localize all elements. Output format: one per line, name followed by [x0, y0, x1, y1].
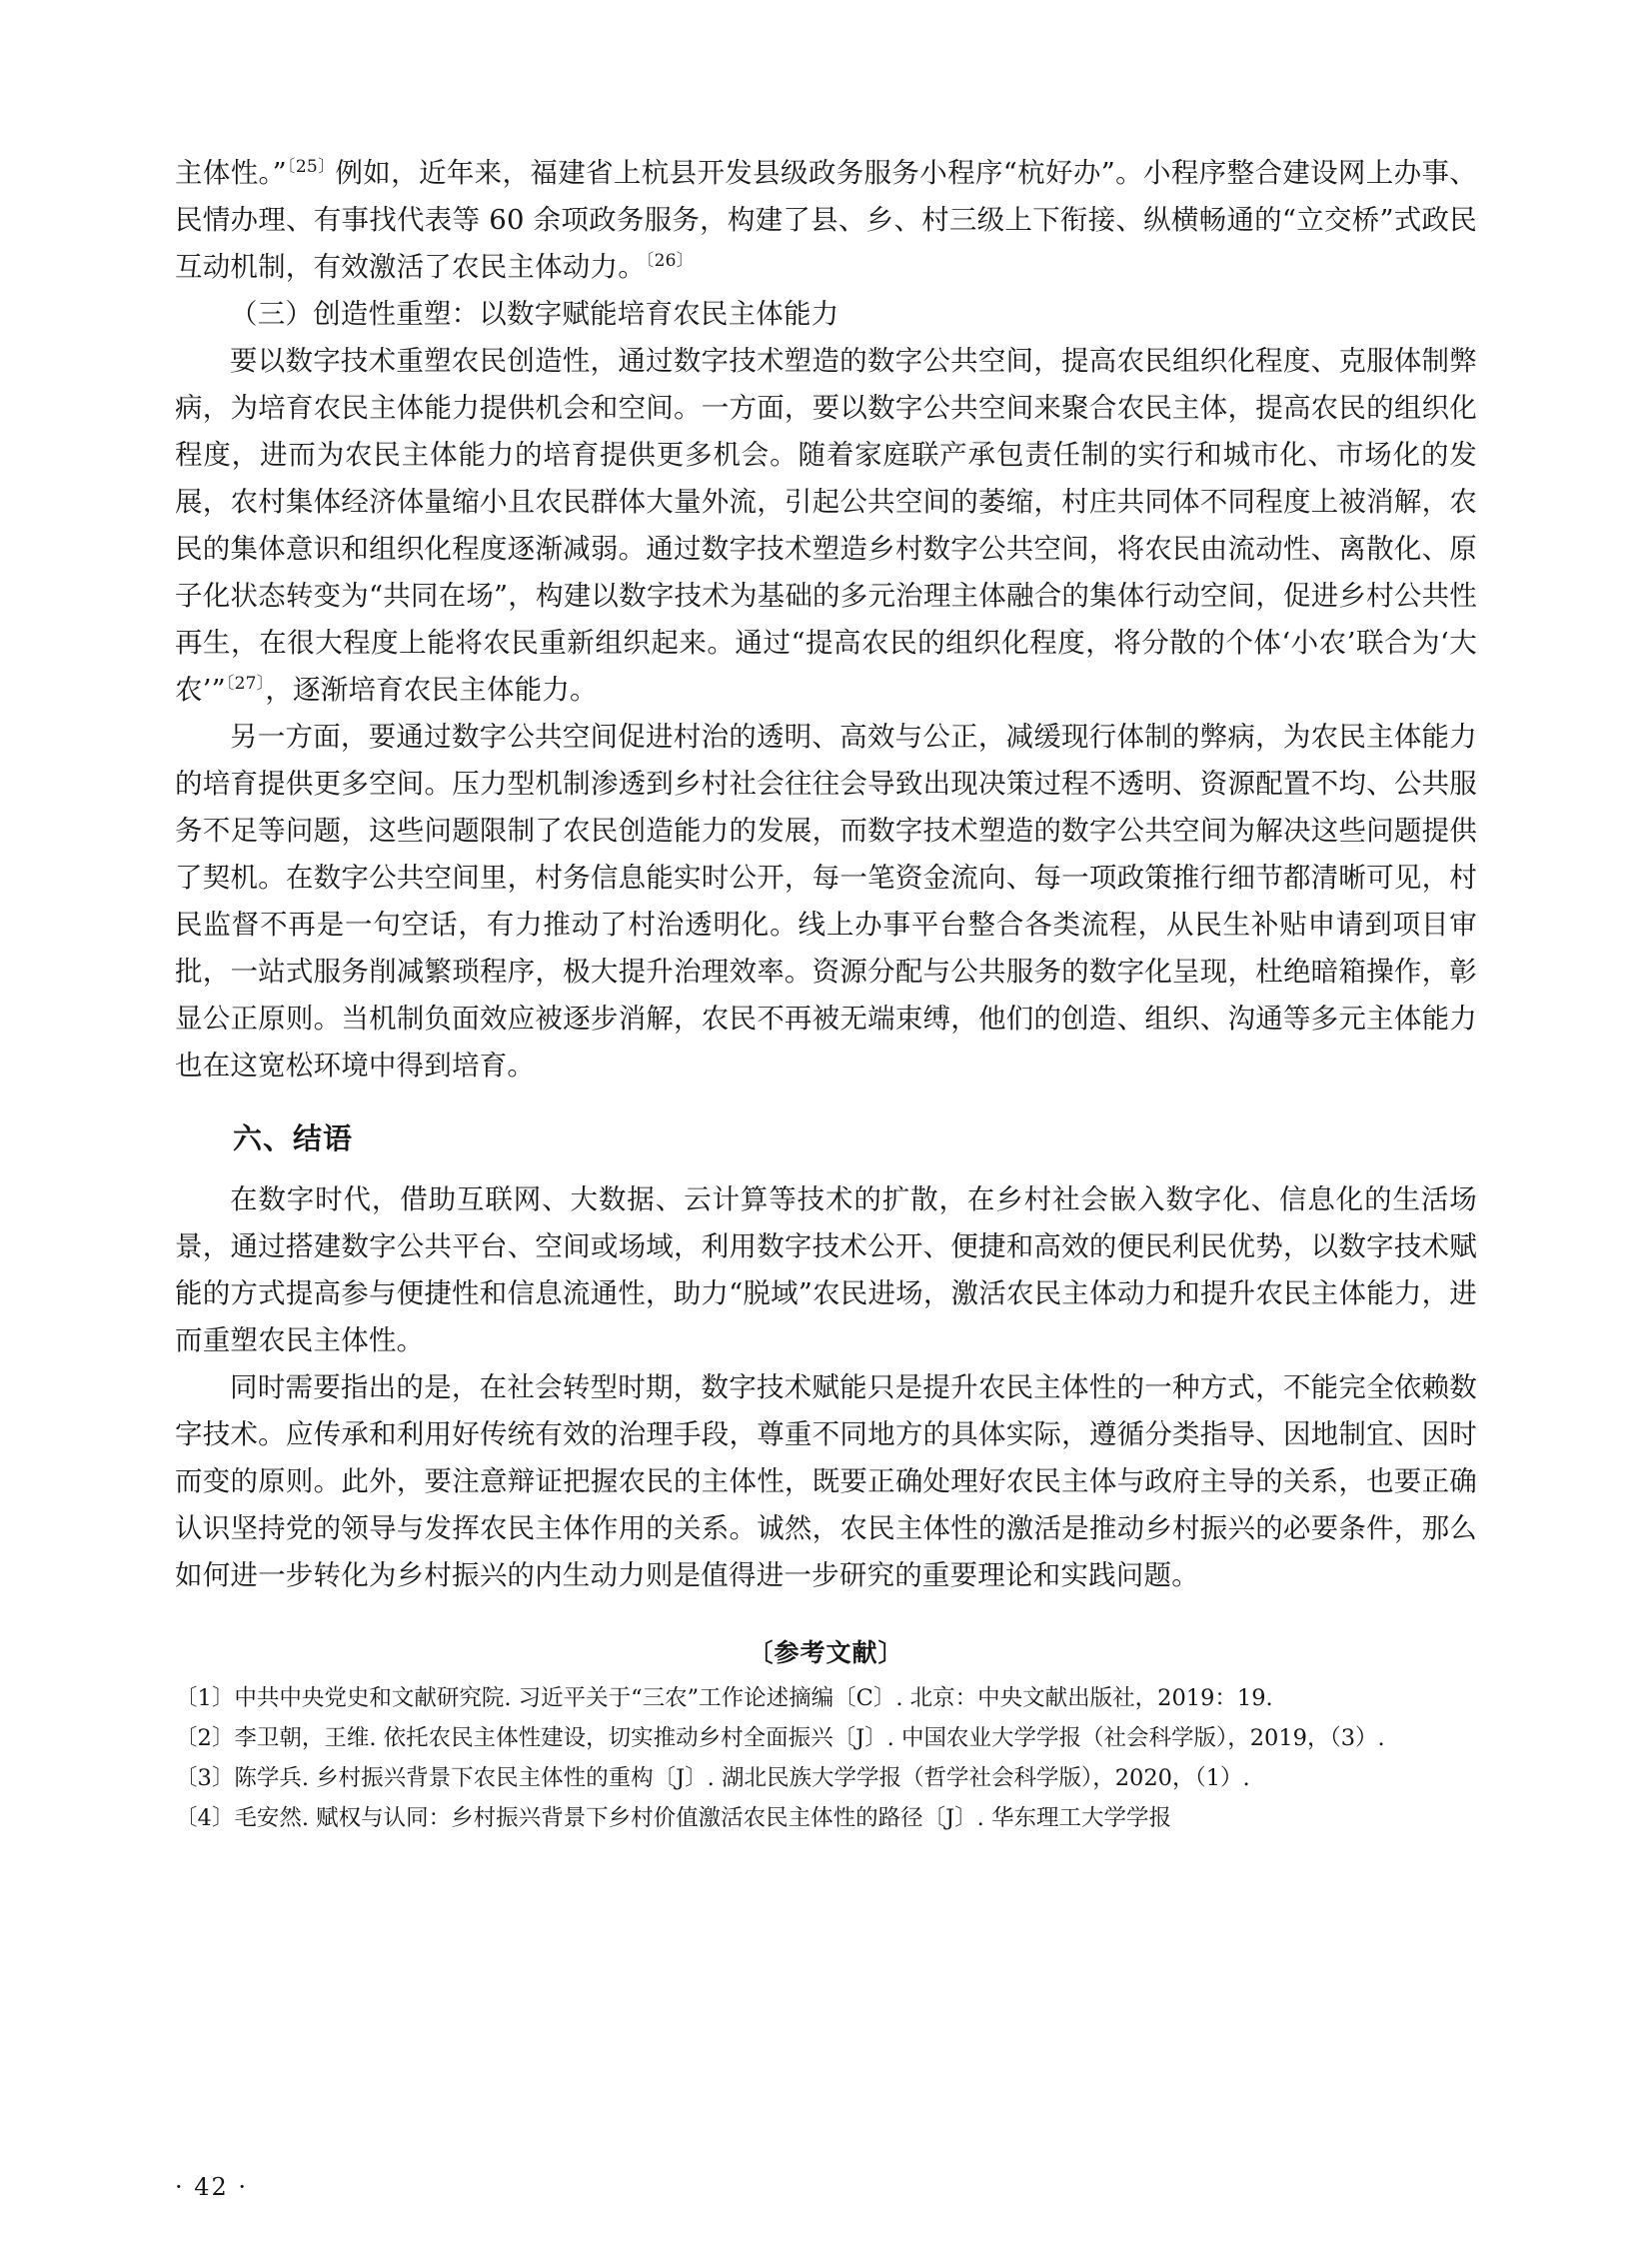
paragraph-body-1: 要以数字技术重塑农民创造性，通过数字技术塑造的数字公共空间，提高农民组织化程度、克服体制弊病，为培育农民主体能力提供机会和空间。一方面，要以数字公共空间来聚合农民主体，提高农民的组织化程度，进而为农民主体能力的培育提供更多机会。随着家庭联产承包责任制的实行和城市化、市场化的发展，农村集体经济体量缩小且农民群体大量外流，引起公共空间的萎缩，村庄共同体不同程度上被消解，农民的集体意识和组织化程度逐渐减弱。通过数字技术塑造乡村数字公共空间，将农民由流动性、离散化、原子化状态转变为“共同在场”，构建以数字技术为基础的多元治理主体融合的集体行动空间，促进乡村公共性再生，在很大程度上能将农民重新组织起来。通过“提高农民的组织化程度，将分散的个体‘小农’联合为‘大农’”$^{〔27〕}$，逐渐培育农民主体能力。	[175, 345, 1477, 706]
paragraph-body-4: 同时需要指出的是，在社会转型时期，数字技术赋能只是提升农民主体性的一种方式，不能完全依赖数字技术。应传承和利用好传统有效的治理手段，尊重不同地方的具体实际，遵循分类指导、因地制宜、因时而变的原则。此外，要注意辩证把握农民的主体性，既要正确处理好农民主体与政府主导的关系，也要正确认识坚持党的领导与发挥农民主体作用的关系。诚然，农民主体性的激活是推动乡村振兴的必要条件，那么如何进一步转化为乡村振兴的内生动力则是值得进一步研究的重要理论和实践问题。	[175, 1371, 1477, 1591]
list-item: 〔4〕毛安然. 赋权与认同：乡村振兴背景下乡村价值激活农民主体性的路径〔J〕. 华东理工大学学报	[175, 1805, 1171, 1831]
section-heading-conclusion: 六、结语	[233, 1122, 354, 1155]
list-item: 〔3〕陈学兵. 乡村振兴背景下农民主体性的重构〔J〕. 湖北民族大学学报（哲学社会科学版），2020，（1）.	[175, 1765, 1250, 1791]
references-title: 〔参考文献〕	[748, 1638, 904, 1667]
references-list	[175, 1679, 1477, 1838]
page-number: · 42 ·	[175, 2173, 249, 2201]
subsection-heading: （三）创造性重塑：以数字赋能培育农民主体能力	[230, 298, 839, 330]
article-body	[175, 150, 1477, 1599]
paragraph-body-2: 另一方面，要通过数字公共空间促进村治的透明、高效与公正，减缓现行体制的弊病，为农民主体能力的培育提供更多空间。压力型机制渗透到乡村社会往往会导致出现决策过程不透明、资源配置不均、公共服务不足等问题，这些问题限制了农民创造能力的发展，而数字技术塑造的数字公共空间为解决这些问题提供了契机。在数字公共空间里，村务信息能实时公开，每一笔资金流向、每一项政策推行细节都清晰可见，村民监督不再是一句空话，有力推动了村治透明化。线上办事平台整合各类流程，从民生补贴申请到项目审批，一站式服务削减繁琐程序，极大提升治理效率。资源分配与公共服务的数字化呈现，杜绝暗箱操作，彰显公正原则。当机制负面效应被逐步消解，农民不再被无端束缚，他们的创造、组织、沟通等多元主体能力也在这宽松环境中得到培育。	[175, 721, 1477, 1082]
list-item: 〔2〕李卫朝，王维. 依托农民主体性建设，切实推动乡村全面振兴〔J〕. 中国农业大学学报（社会科学版），2019，（3）.	[175, 1725, 1385, 1751]
paragraph-body-3: 在数字时代，借助互联网、大数据、云计算等技术的扩散，在乡村社会嵌入数字化、信息化的生活场景，通过搭建数字公共平台、空间或场域，利用数字技术公开、便捷和高效的便民利民优势，以数字技术赋能的方式提高参与便捷性和信息流通性，助力“脱域”农民进场，激活农民主体动力和提升农民主体能力，进而重塑农民主体性。	[175, 1183, 1477, 1356]
list-item: 〔1〕中共中央党史和文献研究院. 习近平关于“三农”工作论述摘编〔C〕. 北京：中央文献出版社，2019：19.	[175, 1685, 1273, 1711]
paragraph-continued: 主体性。”$^{〔25〕}$例如，近年来，福建省上杭县开发县级政务服务小程序“杭好办”。小程序整合建设网上办事、民情办理、有事找代表等 60 余项政务服务，构建了县、乡、村三级上下衔接、纵横畅通的“立交桥”式政民互动机制，有效激活了农民主体动力。$^{〔26〕}$	[175, 156, 1478, 283]
